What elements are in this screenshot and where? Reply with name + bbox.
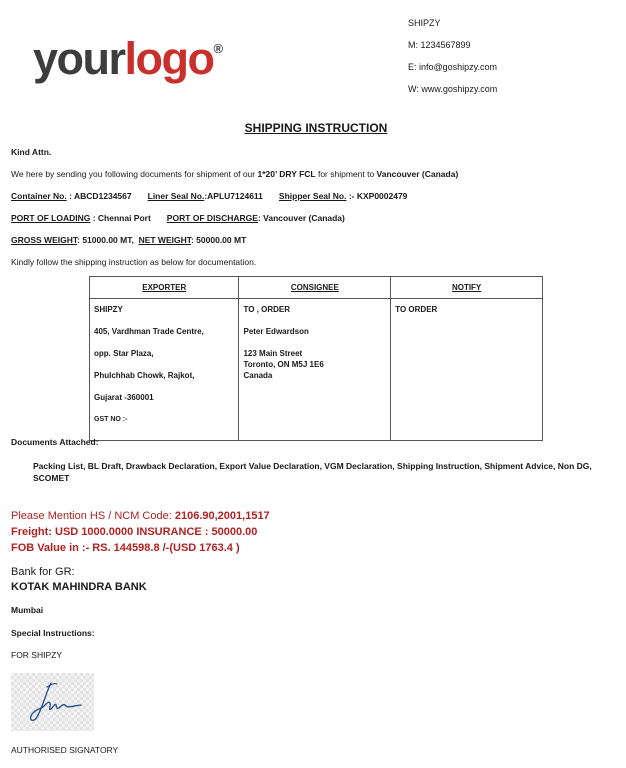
company-logo [33, 33, 224, 84]
shipper-seal-label: Shipper Seal No. [278, 191, 347, 201]
port-discharge-label: PORT OF DISCHARGE [166, 213, 258, 223]
exporter-name: SHIPZY [94, 305, 123, 314]
container-no-value: : ABCD1234567 [66, 191, 132, 201]
bank-name: KOTAK MAHINDRA BANK [11, 581, 147, 593]
port-loading-label: PORT OF LOADING [11, 213, 91, 223]
for-company: FOR SHIPZY [11, 650, 63, 660]
consignee-address-1: 123 Main Street [243, 349, 303, 358]
documents-list [33, 460, 592, 484]
authorised-signatory: AUTHORISED SIGNATORY [11, 745, 119, 755]
company-name: SHIPZY [408, 18, 441, 28]
notify-to-order: TO ORDER [395, 305, 438, 314]
special-instructions-label: Special Instructions: [11, 628, 95, 638]
consignee-address-2: Toronto, ON M5J 1E6 [243, 360, 324, 369]
hs-code-label: Please Mention HS / NCM Code: [11, 510, 175, 522]
seal-numbers-row [11, 191, 407, 201]
weights-row [11, 235, 246, 245]
notify-cell [391, 299, 543, 441]
intro-text-1: We here by sending you following documents for shipment of our [11, 169, 258, 179]
exporter-address-3: Phulchhab Chowk, Rajkot, [94, 371, 195, 380]
documents-list-line-2: SCOMET [33, 473, 70, 483]
consignee-header: CONSIGNEE [239, 277, 391, 299]
ports-row [11, 213, 345, 223]
liner-seal-value: :APLU7124611 [204, 191, 263, 201]
consignee-country: Canada [243, 371, 273, 380]
container-no-label: Container No. [11, 191, 67, 201]
intro-text-2: for shipment to [315, 169, 377, 179]
parties-table [89, 276, 543, 441]
liner-seal-label: Liner Seal No. [147, 191, 205, 201]
shipper-seal-value: :- KXP0002479 [346, 191, 408, 201]
bank-label: Bank for GR: [11, 566, 75, 578]
destination: Vancouver (Canada) [376, 169, 459, 179]
port-discharge-value: : Vancouver (Canada) [257, 213, 345, 223]
document-title: SHIPPING INSTRUCTION [244, 121, 388, 135]
exporter-address-2: opp. Star Plaza, [94, 349, 154, 358]
exporter-address-1: 405, Vardhman Trade Centre, [94, 327, 204, 336]
table-header-row [90, 277, 543, 299]
company-website: W: www.goshipzy.com [408, 84, 498, 94]
container-spec: 1*20’ DRY FCL [257, 169, 316, 179]
consignee-to-order: TO , ORDER [243, 305, 291, 314]
registered-mark: ® [213, 41, 224, 56]
hs-code-line [11, 510, 270, 522]
signature-scribble-icon [11, 673, 94, 731]
logo-text-logo: logo [124, 33, 214, 84]
fob-value-line: FOB Value in :- RS. 144598.8 /-(USD 1763.4 ) [11, 542, 240, 554]
bank-city: Mumbai [11, 605, 44, 615]
net-weight-label: NET WEIGHT [138, 235, 191, 245]
notify-header: NOTIFY [391, 277, 543, 299]
kind-attn: Kind Attn. [11, 147, 52, 157]
documents-list-line-1: Packing List, BL Draft, Drawback Declaration, Export Value Declaration, VGM Declaration, Shipping Instruction, Shipment Advice, Non DG, [33, 461, 592, 471]
intro-paragraph [11, 169, 458, 179]
exporter-header: EXPORTER [90, 277, 239, 299]
signature-image [11, 673, 94, 731]
exporter-cell [90, 299, 239, 441]
consignee-cell [239, 299, 391, 441]
documents-label: Documents Attached: [11, 437, 99, 447]
gross-weight-value: : 51000.00 MT, [77, 235, 134, 245]
follow-instruction-text: Kindly follow the shipping instruction as below for documentation. [11, 257, 257, 267]
net-weight-value: : 50000.00 MT [190, 235, 247, 245]
exporter-gst: GST NO :- [94, 416, 128, 423]
company-email: E: info@goshipzy.com [408, 62, 498, 72]
company-mobile: M: 1234567899 [408, 40, 471, 50]
hs-code-value: 2106.90,2001,1517 [174, 510, 270, 522]
freight-line: Freight: USD 1000.0000 INSURANCE : 50000.00 [11, 526, 258, 538]
company-contact-block [408, 12, 497, 100]
exporter-address-4: Gujarat -360001 [94, 393, 154, 402]
logo-text-your: your [33, 33, 125, 84]
table-row [90, 299, 543, 441]
gross-weight-label: GROSS WEIGHT [11, 235, 78, 245]
port-loading-value: : Chennai Port [90, 213, 151, 223]
consignee-name: Peter Edwardson [243, 327, 309, 336]
